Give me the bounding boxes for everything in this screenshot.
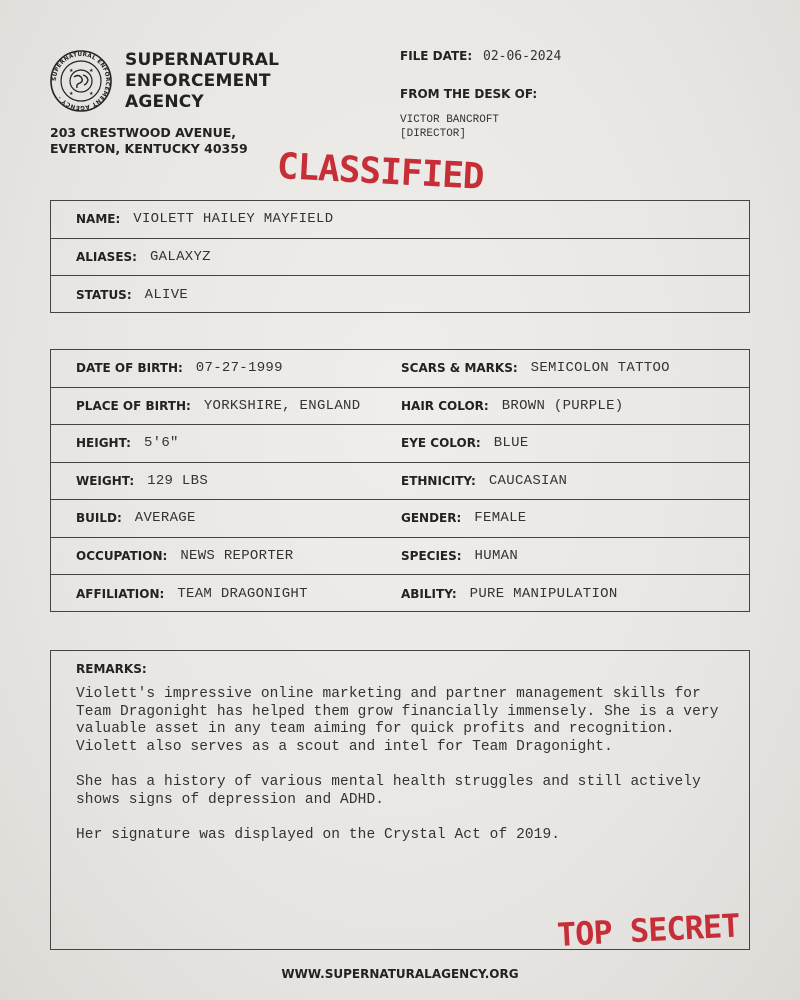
svg-text:★: ★ bbox=[69, 91, 74, 97]
agency-name-line: ENFORCEMENT bbox=[125, 71, 271, 91]
remarks-box bbox=[50, 650, 750, 950]
species-value: HUMAN bbox=[474, 547, 519, 564]
file-date-label: FILE DATE: bbox=[400, 49, 473, 63]
svg-text:SUPERNATURAL ENFORCEMENT AGENC: SUPERNATURAL ENFORCEMENT AGENCY · bbox=[51, 51, 111, 111]
details-cell bbox=[76, 548, 401, 564]
birthplace-value: YORKSHIRE, ENGLAND bbox=[203, 397, 361, 414]
details-cell bbox=[76, 473, 401, 489]
address-line: EVERTON, KENTUCKY 40359 bbox=[50, 141, 248, 156]
eye-color-value: BLUE bbox=[493, 435, 529, 452]
remarks-paragraph: Violett's impressive online marketing and partner management skills for Team Dragonight has helped them grow financially immensely. She is a very valuable asset in any team aiming for quick profits and recognition. Violett also serves as a scout and intel for Team Dragonight. bbox=[76, 686, 719, 755]
dob-value: 07-27-1999 bbox=[195, 360, 283, 377]
details-cell bbox=[76, 360, 401, 376]
remarks-paragraph: Her signature was displayed on the Crystal Act of 2019. bbox=[76, 826, 561, 843]
details-cell bbox=[401, 473, 726, 489]
identity-row bbox=[51, 276, 749, 314]
weight-label: WEIGHT: bbox=[76, 473, 135, 488]
remarks-paragraph: She has a history of various mental health struggles and still actively shows signs of depression and ADHD. bbox=[76, 773, 701, 808]
from-desk-name bbox=[400, 113, 499, 141]
svg-text:★: ★ bbox=[69, 68, 74, 74]
details-row bbox=[51, 538, 749, 576]
hair-color-value: BROWN (PURPLE) bbox=[501, 397, 624, 414]
ethnicity-value: CAUCASIAN bbox=[488, 472, 568, 489]
details-row bbox=[51, 500, 749, 538]
status-label: STATUS: bbox=[76, 287, 132, 302]
name-value: VIOLETT HAILEY MAYFIELD bbox=[133, 211, 334, 228]
species-label: SPECIES: bbox=[401, 548, 462, 563]
build-value: AVERAGE bbox=[134, 510, 196, 527]
footer-website: WWW.SUPERNATURALAGENCY.ORG bbox=[281, 967, 519, 981]
agency-name-line: SUPERNATURAL bbox=[125, 50, 280, 70]
eye-color-label: EYE COLOR: bbox=[401, 436, 481, 451]
gender-value: FEMALE bbox=[474, 510, 527, 527]
agency-name-line: AGENCY bbox=[125, 92, 204, 112]
details-table bbox=[50, 349, 750, 612]
details-cell bbox=[401, 435, 726, 451]
director-title: [DIRECTOR] bbox=[400, 128, 467, 140]
file-date-value: 02-06-2024 bbox=[483, 49, 562, 64]
scars-label: SCARS & MARKS: bbox=[401, 361, 518, 376]
agency-name bbox=[125, 50, 279, 113]
from-desk-label: FROM THE DESK OF: bbox=[400, 87, 538, 101]
details-cell bbox=[76, 510, 401, 526]
details-row bbox=[51, 425, 749, 463]
occupation-value: NEWS REPORTER bbox=[180, 547, 294, 564]
weight-value: 129 LBS bbox=[147, 472, 209, 489]
remarks-label: REMARKS: bbox=[76, 662, 147, 676]
height-value: 5'6" bbox=[143, 435, 179, 452]
details-row bbox=[51, 388, 749, 426]
status-value: ALIVE bbox=[144, 286, 189, 303]
ethnicity-label: ETHNICITY: bbox=[401, 473, 476, 488]
agency-seal-logo bbox=[50, 50, 112, 112]
scars-value: SEMICOLON TATTOO bbox=[530, 360, 670, 377]
details-row bbox=[51, 463, 749, 501]
aliases-label: ALIASES: bbox=[76, 249, 137, 264]
details-cell bbox=[76, 398, 401, 414]
svg-text:★: ★ bbox=[89, 68, 94, 74]
affiliation-label: AFFILIATION: bbox=[76, 586, 165, 601]
aliases-value: GALAXYZ bbox=[149, 248, 211, 265]
name-label: NAME: bbox=[76, 212, 121, 227]
address-line: 203 CRESTWOOD AVENUE, bbox=[50, 125, 237, 140]
occupation-label: OCCUPATION: bbox=[76, 548, 168, 563]
gender-label: GENDER: bbox=[401, 511, 462, 526]
hair-color-label: HAIR COLOR: bbox=[401, 398, 489, 413]
details-cell bbox=[401, 398, 726, 414]
dob-label: DATE OF BIRTH: bbox=[76, 361, 183, 376]
identity-row bbox=[51, 201, 749, 239]
ability-value: PURE MANIPULATION bbox=[469, 585, 618, 602]
ability-label: ABILITY: bbox=[401, 586, 457, 601]
agency-address bbox=[50, 125, 248, 157]
details-cell bbox=[76, 586, 401, 602]
details-cell bbox=[401, 510, 726, 526]
classified-stamp: CLASSIFIED bbox=[275, 146, 485, 198]
details-row bbox=[51, 350, 749, 388]
identity-row bbox=[51, 239, 749, 277]
svg-text:★: ★ bbox=[89, 91, 94, 97]
details-cell bbox=[76, 435, 401, 451]
details-row bbox=[51, 575, 749, 613]
identity-table bbox=[50, 200, 750, 313]
build-label: BUILD: bbox=[76, 511, 122, 526]
birthplace-label: PLACE OF BIRTH: bbox=[76, 398, 191, 413]
director-name: VICTOR BANCROFT bbox=[400, 114, 500, 126]
affiliation-value: TEAM DRAGONIGHT bbox=[177, 585, 308, 602]
details-cell bbox=[401, 548, 726, 564]
details-cell bbox=[401, 360, 726, 376]
top-secret-stamp: TOP SECRET bbox=[556, 906, 741, 954]
details-cell bbox=[401, 586, 726, 602]
height-label: HEIGHT: bbox=[76, 436, 131, 451]
